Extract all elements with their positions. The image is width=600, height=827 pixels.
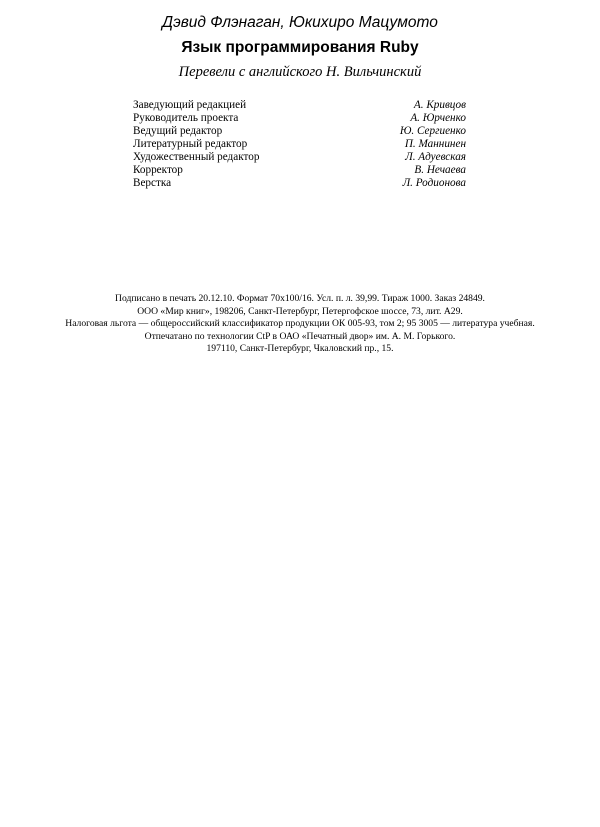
imprint-block [0, 293, 600, 356]
credit-person: В. Нечаева [414, 164, 466, 176]
credit-role: Корректор [133, 164, 183, 176]
credit-person: А. Юрченко [410, 112, 466, 124]
credit-role: Верстка [133, 177, 172, 189]
book-authors: Дэвид Флэнаган, Юкихиро Мацумото [162, 14, 438, 31]
imprint-line: Подписано в печать 20.12.10. Формат 70х100/16. Усл. п. л. 39,99. Тираж 1000. Заказ 24849. [115, 293, 485, 304]
credit-role: Ведущий редактор [133, 125, 223, 137]
credit-role: Заведующий редакцией [133, 99, 247, 111]
imprint-line: 197110, Санкт-Петербург, Чкаловский пр., 15. [206, 343, 394, 355]
credit-person: Л. Адуевская [405, 151, 466, 163]
credit-row [133, 164, 466, 177]
credit-row [133, 125, 466, 138]
credit-row [133, 177, 466, 190]
imprint-line: Налоговая льгота — общероссийский классификатор продукции ОК 005-93, том 2; 95 3005 — литература учебная. [65, 318, 535, 330]
credit-role: Литературный редактор [133, 138, 248, 150]
imprint-line: Отпечатано по технологии CtP в ОАО «Печатный двор» им. А. М. Горького. [144, 330, 456, 342]
book-title: Язык программирования Ruby [181, 39, 419, 56]
imprint-line: ООО «Мир книг», 198206, Санкт-Петербург, Петергофское шоссе, 73, лит. А29. [137, 305, 463, 317]
credit-row [133, 99, 466, 112]
credit-row [133, 112, 466, 125]
credit-role: Руководитель проекта [133, 112, 239, 124]
credit-person: Л. Родионова [402, 177, 466, 189]
credit-person: П. Маннинен [404, 138, 466, 150]
credit-person: А. Кривцов [413, 99, 466, 111]
credit-row [133, 138, 466, 151]
translator-credit: Перевели с английского Н. Вильчинский [178, 64, 422, 80]
credit-row [133, 151, 466, 164]
credit-person: Ю. Сергиенко [399, 125, 466, 137]
credit-role: Художественный редактор [133, 151, 260, 163]
editorial-credits [133, 99, 466, 190]
